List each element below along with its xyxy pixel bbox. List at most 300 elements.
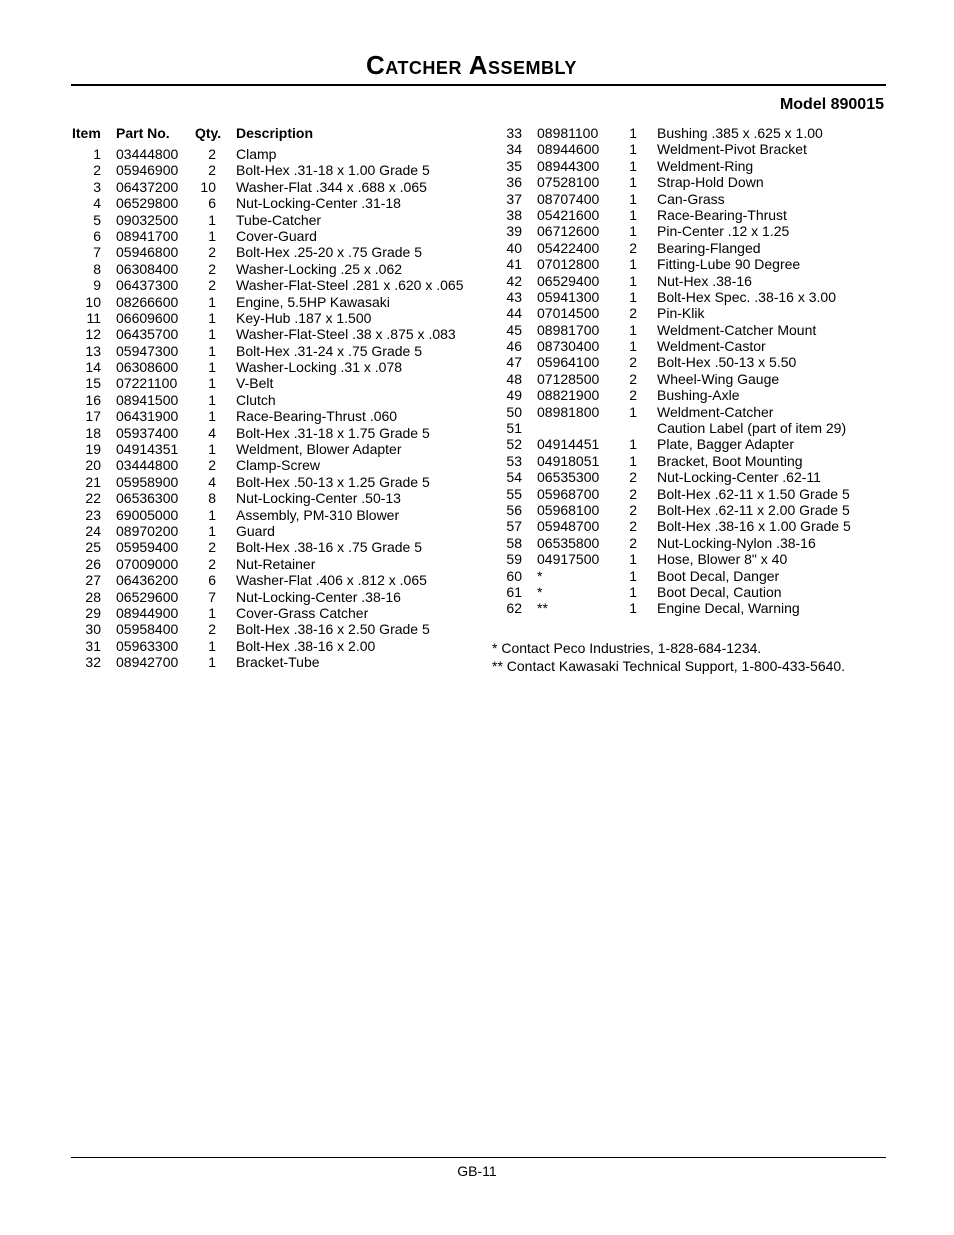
cell-part-no: 05963300: [116, 637, 179, 654]
cell-part-no: 08944900: [116, 604, 179, 621]
table-header: [71, 125, 471, 146]
cell-item: 43: [506, 288, 522, 305]
cell-item: 28: [85, 588, 101, 605]
cell-item: 47: [506, 354, 522, 371]
cell-qty: 1: [629, 436, 637, 453]
cell-part-no: 06712600: [537, 223, 600, 240]
table-row: [492, 486, 892, 502]
table-row: [492, 256, 892, 272]
cell-description: Race-Bearing-Thrust: [657, 206, 787, 223]
cell-description: Weldment-Catcher: [657, 403, 774, 420]
cell-part-no: 06535300: [537, 469, 600, 486]
table-row: [71, 523, 471, 539]
cell-qty: 2: [208, 539, 216, 556]
cell-item: 54: [506, 469, 522, 486]
cell-item: 17: [85, 408, 101, 425]
table-row: [492, 338, 892, 354]
cell-description: Clamp: [236, 146, 277, 162]
cell-qty: 2: [629, 534, 637, 551]
cell-qty: 1: [208, 359, 216, 376]
cell-part-no: 08970200: [116, 522, 179, 539]
cell-description: Nut-Locking-Center .62-11: [657, 469, 821, 486]
cell-item: 8: [93, 260, 101, 277]
cell-qty: 1: [208, 227, 216, 244]
table-row: [71, 507, 471, 523]
cell-qty: 1: [208, 309, 216, 326]
cell-item: 34: [506, 141, 522, 158]
page-number: GB-11: [457, 1163, 497, 1179]
footer-rule: [71, 1157, 886, 1158]
cell-part-no: 07009000: [116, 555, 179, 572]
cell-item: 56: [506, 501, 522, 518]
cell-part-no: 06308400: [116, 260, 179, 277]
cell-part-no: 06536300: [116, 490, 179, 507]
cell-qty: 1: [629, 141, 637, 158]
table-row: [71, 146, 471, 162]
cell-qty: 2: [629, 485, 637, 502]
cell-part-no: 04914351: [116, 441, 179, 458]
cell-part-no: 08730400: [537, 338, 600, 355]
cell-item: 10: [85, 293, 101, 310]
table-row: [71, 572, 471, 588]
cell-qty: 4: [208, 473, 216, 490]
table-row: [71, 294, 471, 310]
cell-description: Guard: [236, 522, 275, 539]
cell-qty: 1: [629, 551, 637, 568]
cell-item: 44: [506, 305, 522, 322]
cell-item: 12: [85, 326, 101, 343]
table-row: [492, 191, 892, 207]
cell-description: Bolt-Hex .38-16 x 1.00 Grade 5: [657, 518, 851, 535]
cell-part-no: 08266600: [116, 293, 179, 310]
cell-part-no: 05968100: [537, 501, 600, 518]
cell-description: Race-Bearing-Thrust .060: [236, 408, 398, 425]
cell-part-no: 06529800: [116, 195, 179, 212]
cell-part-no: 08944600: [537, 141, 600, 158]
cell-item: 19: [85, 441, 101, 458]
footnote-kawasaki: ** Contact Kawasaki Technical Support, 1-800-433-5640.: [492, 658, 846, 674]
cell-qty: 1: [208, 211, 216, 228]
cell-item: 2: [93, 162, 101, 179]
cell-qty: 1: [208, 375, 216, 392]
cell-item: 25: [85, 539, 101, 556]
cell-description: Weldment, Blower Adapter: [236, 441, 402, 458]
cell-qty: 2: [208, 146, 216, 162]
table-row: [71, 621, 471, 637]
cell-item: 58: [506, 534, 522, 551]
cell-description: Nut-Locking-Center .50-13: [236, 490, 401, 507]
cell-description: Bracket-Tube: [236, 654, 320, 671]
cell-part-no: 08981700: [537, 321, 600, 338]
table-row: [492, 207, 892, 223]
cell-item: 18: [85, 424, 101, 441]
cell-part-no: 07012800: [537, 256, 600, 273]
cell-description: Bolt-Hex .62-11 x 2.00 Grade 5: [657, 501, 850, 518]
cell-part-no: 08941500: [116, 391, 179, 408]
table-row: [492, 568, 892, 584]
cell-part-no: 06436200: [116, 572, 179, 589]
cell-qty: 2: [208, 277, 216, 294]
cell-part-no: 08707400: [537, 190, 600, 207]
table-row: [71, 425, 471, 441]
cell-qty: 1: [629, 600, 637, 617]
cell-part-no: 69005000: [116, 506, 179, 523]
cell-item: 42: [506, 272, 522, 289]
cell-description: Bolt-Hex .62-11 x 1.50 Grade 5: [657, 485, 850, 502]
table-row: [492, 535, 892, 551]
cell-part-no: 06437300: [116, 277, 179, 294]
table-row: [71, 589, 471, 605]
cell-qty: 1: [629, 125, 637, 141]
cell-item: 60: [506, 567, 522, 584]
cell-description: Bushing .385 x .625 x 1.00: [657, 125, 823, 141]
cell-qty: 1: [629, 288, 637, 305]
cell-item: 61: [506, 583, 522, 600]
cell-qty: 8: [208, 490, 216, 507]
cell-item: 16: [85, 391, 101, 408]
cell-qty: 1: [208, 604, 216, 621]
footnotes: [492, 639, 845, 675]
cell-description: Washer-Locking .25 x .062: [236, 260, 403, 277]
cell-item: 9: [93, 277, 101, 294]
table-row: [492, 354, 892, 370]
table-row: [71, 457, 471, 473]
cell-item: 4: [93, 195, 101, 212]
cell-item: 30: [85, 621, 101, 638]
cell-item: 20: [85, 457, 101, 474]
cell-qty: 2: [208, 621, 216, 638]
cell-description: Weldment-Ring: [657, 157, 754, 174]
cell-part-no: 05946800: [116, 244, 179, 261]
cell-item: 49: [506, 387, 522, 404]
cell-description: Boot Decal, Caution: [657, 583, 782, 600]
cell-qty: 1: [208, 408, 216, 425]
cell-qty: 2: [629, 305, 637, 322]
table-row: [492, 584, 892, 600]
cell-qty: 1: [629, 206, 637, 223]
cell-qty: 1: [629, 338, 637, 355]
cell-description: Caution Label (part of item 29): [657, 420, 847, 437]
cell-qty: 1: [629, 190, 637, 207]
cell-description: Fitting-Lube 90 Degree: [657, 256, 801, 273]
table-row: [71, 605, 471, 621]
cell-part-no: 05958900: [116, 473, 179, 490]
table-row: [492, 223, 892, 239]
cell-item: 33: [506, 125, 522, 141]
cell-part-no: *: [537, 583, 543, 600]
cell-part-no: 05946900: [116, 162, 179, 179]
cell-description: Plate, Bagger Adapter: [657, 436, 794, 453]
header-item: Item: [72, 125, 101, 141]
cell-item: 35: [506, 157, 522, 174]
cell-qty: 2: [208, 457, 216, 474]
table-row: [71, 490, 471, 506]
cell-item: 29: [85, 604, 101, 621]
cell-description: Bolt-Hex .50-13 x 5.50: [657, 354, 797, 371]
cell-description: Nut-Hex .38-16: [657, 272, 752, 289]
cell-description: Engine Decal, Warning: [657, 600, 800, 617]
cell-item: 14: [85, 359, 101, 376]
table-row: [71, 654, 471, 670]
cell-description: Hose, Blower 8" x 40: [657, 551, 788, 568]
parts-table-left: [71, 125, 471, 671]
header-part-no: Part No.: [116, 125, 170, 141]
cell-item: 41: [506, 256, 522, 273]
cell-item: 48: [506, 370, 522, 387]
cell-qty: 1: [629, 223, 637, 240]
cell-qty: 1: [629, 272, 637, 289]
cell-item: 11: [86, 309, 101, 326]
cell-description: Assembly, PM-310 Blower: [236, 506, 400, 523]
cell-description: Nut-Locking-Nylon .38-16: [657, 534, 816, 551]
cell-part-no: 05422400: [537, 239, 600, 256]
cell-part-no: 08942700: [116, 654, 179, 671]
cell-part-no: 09032500: [116, 211, 179, 228]
cell-item: 52: [506, 436, 522, 453]
cell-part-no: 06308600: [116, 359, 179, 376]
table-row: [71, 343, 471, 359]
cell-qty: 2: [208, 244, 216, 261]
table-row: [71, 228, 471, 244]
table-row: [492, 518, 892, 534]
cell-description: Bracket, Boot Mounting: [657, 452, 803, 469]
cell-description: Nut-Retainer: [236, 555, 316, 572]
cell-description: Key-Hub .187 x 1.500: [236, 309, 372, 326]
cell-part-no: 08941700: [116, 227, 179, 244]
cell-qty: 2: [629, 370, 637, 387]
header-description: Description: [236, 125, 314, 141]
cell-qty: 1: [629, 567, 637, 584]
cell-description: Can-Grass: [657, 190, 725, 207]
cell-description: Bolt-Hex .38-16 x 2.50 Grade 5: [236, 621, 430, 638]
cell-item: 37: [506, 190, 522, 207]
cell-qty: 4: [208, 424, 216, 441]
cell-part-no: 05959400: [116, 539, 179, 556]
cell-item: 23: [85, 506, 101, 523]
cell-description: Clamp-Screw: [236, 457, 321, 474]
cell-description: Washer-Locking .31 x .078: [236, 359, 403, 376]
table-row: [71, 638, 471, 654]
cell-part-no: 05937400: [116, 424, 179, 441]
cell-qty: 6: [208, 572, 216, 589]
cell-part-no: 05948700: [537, 518, 600, 535]
cell-part-no: 08981100: [537, 125, 599, 141]
cell-part-no: 08981800: [537, 403, 600, 420]
table-row: [71, 441, 471, 457]
cell-description: Wheel-Wing Gauge: [657, 370, 780, 387]
cell-description: Weldment-Pivot Bracket: [657, 141, 807, 158]
cell-item: 59: [506, 551, 522, 568]
cell-item: 46: [506, 338, 522, 355]
cell-description: Bearing-Flanged: [657, 239, 761, 256]
table-row: [492, 371, 892, 387]
cell-qty: 1: [208, 391, 216, 408]
cell-qty: 2: [208, 555, 216, 572]
cell-item: 32: [85, 654, 101, 671]
cell-qty: 2: [629, 501, 637, 518]
cell-item: 53: [506, 452, 522, 469]
cell-description: Bolt-Hex .31-18 x 1.00 Grade 5: [236, 162, 430, 179]
table-row: [492, 322, 892, 338]
cell-item: 40: [506, 239, 522, 256]
cell-qty: 1: [208, 506, 216, 523]
cell-description: Bolt-Hex .31-24 x .75 Grade 5: [236, 342, 422, 359]
table-row: [492, 453, 892, 469]
cell-item: 15: [85, 375, 101, 392]
cell-part-no: 06529400: [537, 272, 600, 289]
cell-description: Pin-Klik: [657, 305, 705, 322]
table-row: [71, 474, 471, 490]
table-row: [492, 420, 892, 436]
cell-item: 6: [93, 227, 101, 244]
cell-description: Boot Decal, Danger: [657, 567, 780, 584]
parts-table-right: [492, 125, 892, 617]
cell-item: 38: [506, 206, 522, 223]
cell-description: Nut-Locking-Center .31-18: [236, 195, 401, 212]
cell-part-no: 05964100: [537, 354, 600, 371]
table-row: [71, 310, 471, 326]
cell-item: 51: [506, 420, 522, 437]
cell-description: Cover-Guard: [236, 227, 317, 244]
table-row: [71, 539, 471, 555]
cell-part-no: 06435700: [116, 326, 179, 343]
cell-item: 21: [85, 473, 101, 490]
cell-description: Cover-Grass Catcher: [236, 604, 369, 621]
cell-description: Weldment-Castor: [657, 338, 766, 355]
cell-part-no: 08821900: [537, 387, 600, 404]
cell-qty: 1: [208, 522, 216, 539]
table-row: [492, 502, 892, 518]
cell-part-no: 03444800: [116, 146, 179, 162]
table-row: [71, 392, 471, 408]
page-title: Catcher Assembly: [366, 50, 577, 80]
cell-item: 31: [85, 637, 101, 654]
footnote-peco: * Contact Peco Industries, 1-828-684-1234.: [492, 640, 762, 656]
table-row: [492, 469, 892, 485]
cell-qty: 1: [629, 452, 637, 469]
cell-item: 26: [85, 555, 101, 572]
cell-part-no: 07528100: [537, 174, 600, 191]
table-row: [492, 273, 892, 289]
table-row: [492, 174, 892, 190]
cell-part-no: 05941300: [537, 288, 600, 305]
cell-qty: 1: [208, 654, 216, 671]
table-row: [492, 289, 892, 305]
cell-part-no: 04917500: [537, 551, 600, 568]
table-row: [492, 436, 892, 452]
cell-part-no: 07014500: [537, 305, 600, 322]
cell-item: 45: [506, 321, 522, 338]
cell-qty: 1: [208, 326, 216, 343]
cell-part-no: 06535800: [537, 534, 600, 551]
table-row: [71, 244, 471, 260]
cell-description: Bolt-Hex .38-16 x .75 Grade 5: [236, 539, 422, 556]
cell-part-no: 08944300: [537, 157, 600, 174]
table-row: [492, 305, 892, 321]
cell-qty: 1: [629, 403, 637, 420]
table-row: [71, 261, 471, 277]
cell-description: Nut-Locking-Center .38-16: [236, 588, 401, 605]
cell-part-no: 04918051: [537, 452, 600, 469]
cell-qty: 2: [208, 162, 216, 179]
cell-part-no: 04914451: [537, 436, 600, 453]
cell-item: 50: [506, 403, 522, 420]
cell-item: 5: [93, 211, 101, 228]
cell-qty: 2: [629, 354, 637, 371]
table-row: [492, 141, 892, 157]
table-row: [71, 277, 471, 293]
cell-part-no: *: [537, 567, 543, 584]
cell-part-no: 06529600: [116, 588, 179, 605]
table-row: [492, 125, 892, 141]
table-row: [492, 600, 892, 616]
table-row: [71, 179, 471, 195]
cell-item: 62: [506, 600, 522, 617]
table-row: [71, 359, 471, 375]
cell-item: 55: [506, 485, 522, 502]
cell-description: Bolt-Hex .38-16 x 2.00: [236, 637, 376, 654]
table-row: [492, 551, 892, 567]
cell-description: Bolt-Hex Spec. .38-16 x 3.00: [657, 288, 836, 305]
cell-part-no: **: [537, 600, 548, 617]
cell-part-no: 05421600: [537, 206, 600, 223]
cell-part-no: 07128500: [537, 370, 600, 387]
cell-description: Tube-Catcher: [236, 211, 322, 228]
cell-item: 1: [93, 146, 101, 162]
cell-part-no: 07221100: [116, 375, 178, 392]
cell-qty: 7: [208, 588, 216, 605]
table-row: [492, 240, 892, 256]
cell-part-no: 06609600: [116, 309, 179, 326]
cell-qty: 2: [208, 260, 216, 277]
cell-description: Washer-Flat .406 x .812 x .065: [236, 572, 427, 589]
cell-item: 13: [85, 342, 101, 359]
cell-description: Strap-Hold Down: [657, 174, 764, 191]
table-body-left: [71, 146, 471, 671]
table-row: [71, 408, 471, 424]
cell-qty: 1: [629, 174, 637, 191]
cell-part-no: 03444800: [116, 457, 179, 474]
cell-description: V-Belt: [236, 375, 274, 392]
cell-qty: 2: [629, 239, 637, 256]
cell-qty: 2: [629, 387, 637, 404]
table-row: [71, 162, 471, 178]
cell-part-no: 06431900: [116, 408, 179, 425]
cell-item: 3: [93, 178, 101, 195]
model-number: Model 890015: [779, 96, 884, 113]
table-row: [71, 212, 471, 228]
cell-qty: 1: [208, 342, 216, 359]
cell-part-no: 06437200: [116, 178, 179, 195]
cell-item: 7: [93, 244, 101, 261]
cell-qty: 2: [629, 518, 637, 535]
table-row: [71, 195, 471, 211]
cell-description: Weldment-Catcher Mount: [657, 321, 817, 338]
cell-qty: 1: [208, 441, 216, 458]
table-row: [492, 158, 892, 174]
cell-description: Clutch: [236, 391, 276, 408]
table-row: [71, 326, 471, 342]
cell-item: 39: [506, 223, 522, 240]
header-rule: [71, 84, 886, 86]
table-row: [71, 556, 471, 572]
cell-part-no: 05947300: [116, 342, 179, 359]
cell-qty: 2: [629, 469, 637, 486]
cell-item: 57: [506, 518, 522, 535]
cell-description: Bolt-Hex .31-18 x 1.75 Grade 5: [236, 424, 430, 441]
cell-item: 27: [85, 572, 101, 589]
cell-description: Washer-Flat-Steel .281 x .620 x .065: [236, 277, 464, 294]
